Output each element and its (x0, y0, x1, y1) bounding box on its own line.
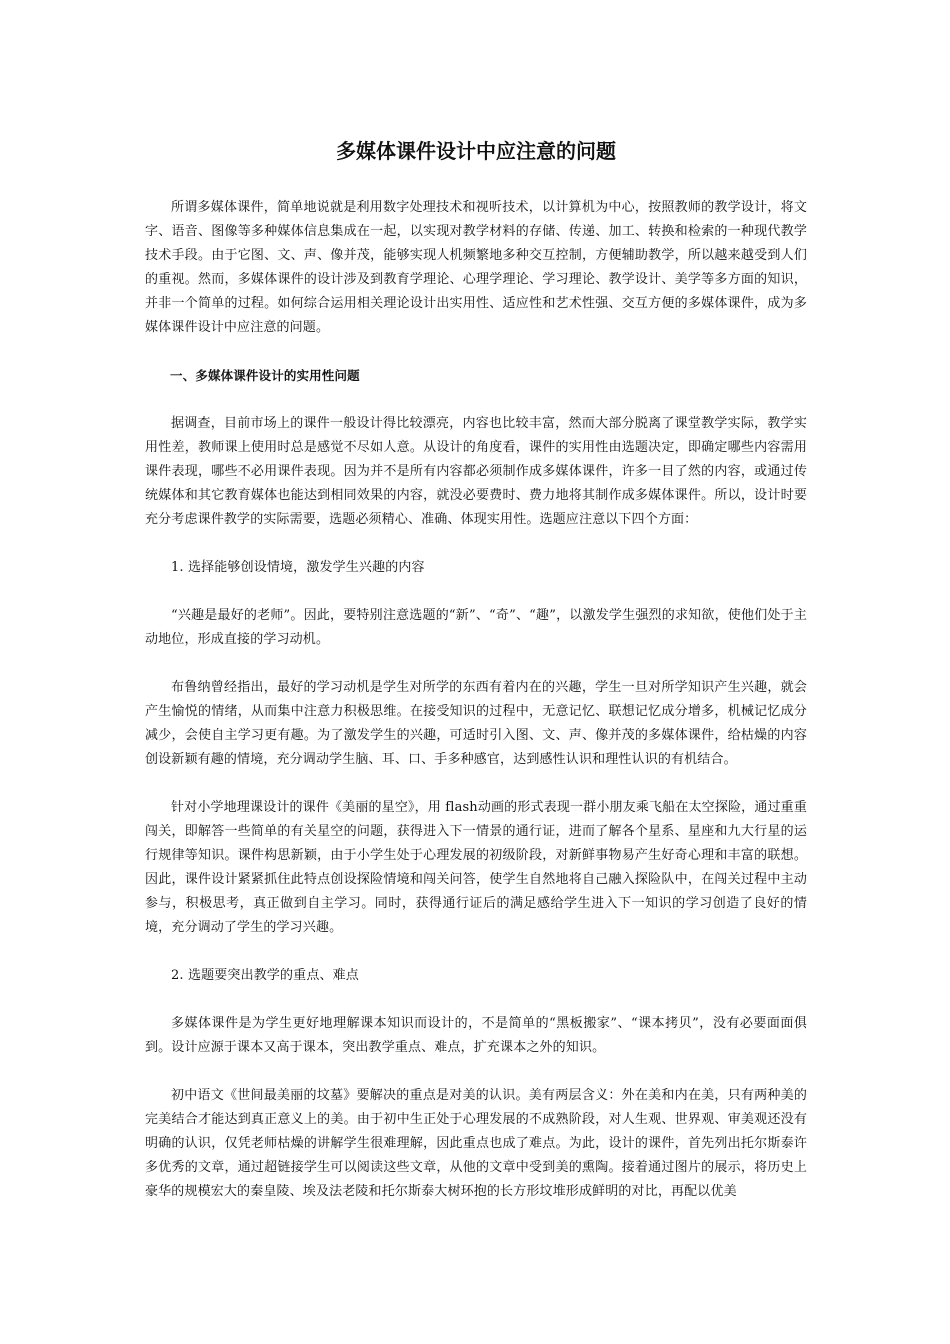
body-paragraph: 据调查，目前市场上的课件一般设计得比较漂亮，内容也比较丰富，然而大部分脱离了课堂教学实际，教学实用性差，教师课上使用时总是感觉不尽如人意。从设计的角度看，课件的实用性由选题决定，即确定哪些内容需用课件表现，哪些不必用课件表现。因为并不是所有内容都必须制作成多媒体课件，许多一目了然的内容，或通过传统媒体和其它教育媒体也能达到相同效果的内容，就没必要费时、费力地将其制作成多媒体课件。所以，设计时要充分考虑课件教学的实际需要，选题必须精心、准确、体现实用性。选题应注意以下四个方面： (145, 416, 807, 527)
body-paragraph: 多媒体课件是为学生更好地理解课本知识而设计的，不是简单的“黑板搬家”、“课本拷贝”，没有必要面面俱到。设计应源于课本又高于课本，突出教学重点、难点，扩充课本之外的知识。 (145, 1016, 807, 1055)
section-heading-practicality: 一、多媒体课件设计的实用性问题 (170, 368, 360, 383)
body-paragraph: “兴趣是最好的老师”。因此，要特别注意选题的“新”、“奇”、“趣”，以激发学生强烈的求知欲，使他们处于主动地位，形成直接的学习动机。 (145, 608, 807, 647)
subheading-interest: 1. 选择能够创设情境，激发学生兴趣的内容 (171, 560, 425, 575)
body-paragraph: 初中语文《世间最美丽的坟墓》要解决的重点是对美的认识。美有两层含义：外在美和内在美，只有两种美的完美结合才能达到真正意义上的美。由于初中生正处于心理发展的不成熟阶段，对人生观、世界观、审美观还没有明确的认识，仅凭老师枯燥的讲解学生很难理解，因此重点也成了难点。为此，设计的课件，首先列出托尔斯泰许多优秀的文章，通过超链接学生可以阅读这些文章，从他的文章中受到美的熏陶。接着通过图片的展示，将历史上豪华的规模宏大的秦皇陵、埃及法老陵和托尔斯泰大树环抱的长方形坟堆形成鲜明的对比，再配以优美 (145, 1088, 807, 1199)
intro-paragraph: 所谓多媒体课件，简单地说就是利用数字处理技术和视听技术，以计算机为中心，按照教师的教学设计，将文字、语音、图像等多种媒体信息集成在一起，以实现对教学材料的存储、传递、加工、转换和检索的一种现代教学技术手段。由于它图、文、声、像并茂，能够实现人机频繁地多种交互控制，方便辅助教学，所以越来越受到人们的重视。然而，多媒体课件的设计涉及到教育学理论、心理学理论、学习理论、教学设计、美学等多方面的知识，并非一个简单的过程。如何综合运用相关理论设计出实用性、适应性和艺术性强、交互方便的多媒体课件，成为多媒体课件设计中应注意的问题。 (145, 200, 807, 335)
document-body (145, 196, 807, 1204)
body-paragraph: 针对小学地理课设计的课件《美丽的星空》，用 flash动画的形式表现一群小朋友乘飞船在太空探险，通过重重闯关，即解答一些简单的有关星空的问题，获得进入下一情景的通行证，进而了解各个星系、星座和九大行星的运行规律等知识。课件构思新颖，由于小学生处于心理发展的初级阶段，对新鲜事物易产生好奇心理和丰富的联想。因此，课件设计紧紧抓住此特点创设探险情境和闯关问答，使学生自然地将自己融入探险队中，在闯关过程中主动参与，积极思考，真正做到自主学习。同时，获得通行证后的满足感给学生进入下一知识的学习创造了良好的情境，充分调动了学生的学习兴趣。 (145, 800, 807, 935)
body-paragraph: 布鲁纳曾经指出，最好的学习动机是学生对所学的东西有着内在的兴趣，学生一旦对所学知识产生兴趣，就会产生愉悦的情绪，从而集中注意力积极思维。在接受知识的过程中，无意记忆、联想记忆成分增多，机械记忆成分减少，会使自主学习更有趣。为了激发学生的兴趣，可适时引入图、文、声、像并茂的多媒体课件，给枯燥的内容创设新颖有趣的情境，充分调动学生脑、耳、口、手多种感官，达到感性认识和理性认识的有机结合。 (145, 680, 807, 767)
document-title: 多媒体课件设计中应注意的问题 (336, 139, 616, 163)
subheading-key-points: 2. 选题要突出教学的重点、难点 (171, 968, 359, 983)
